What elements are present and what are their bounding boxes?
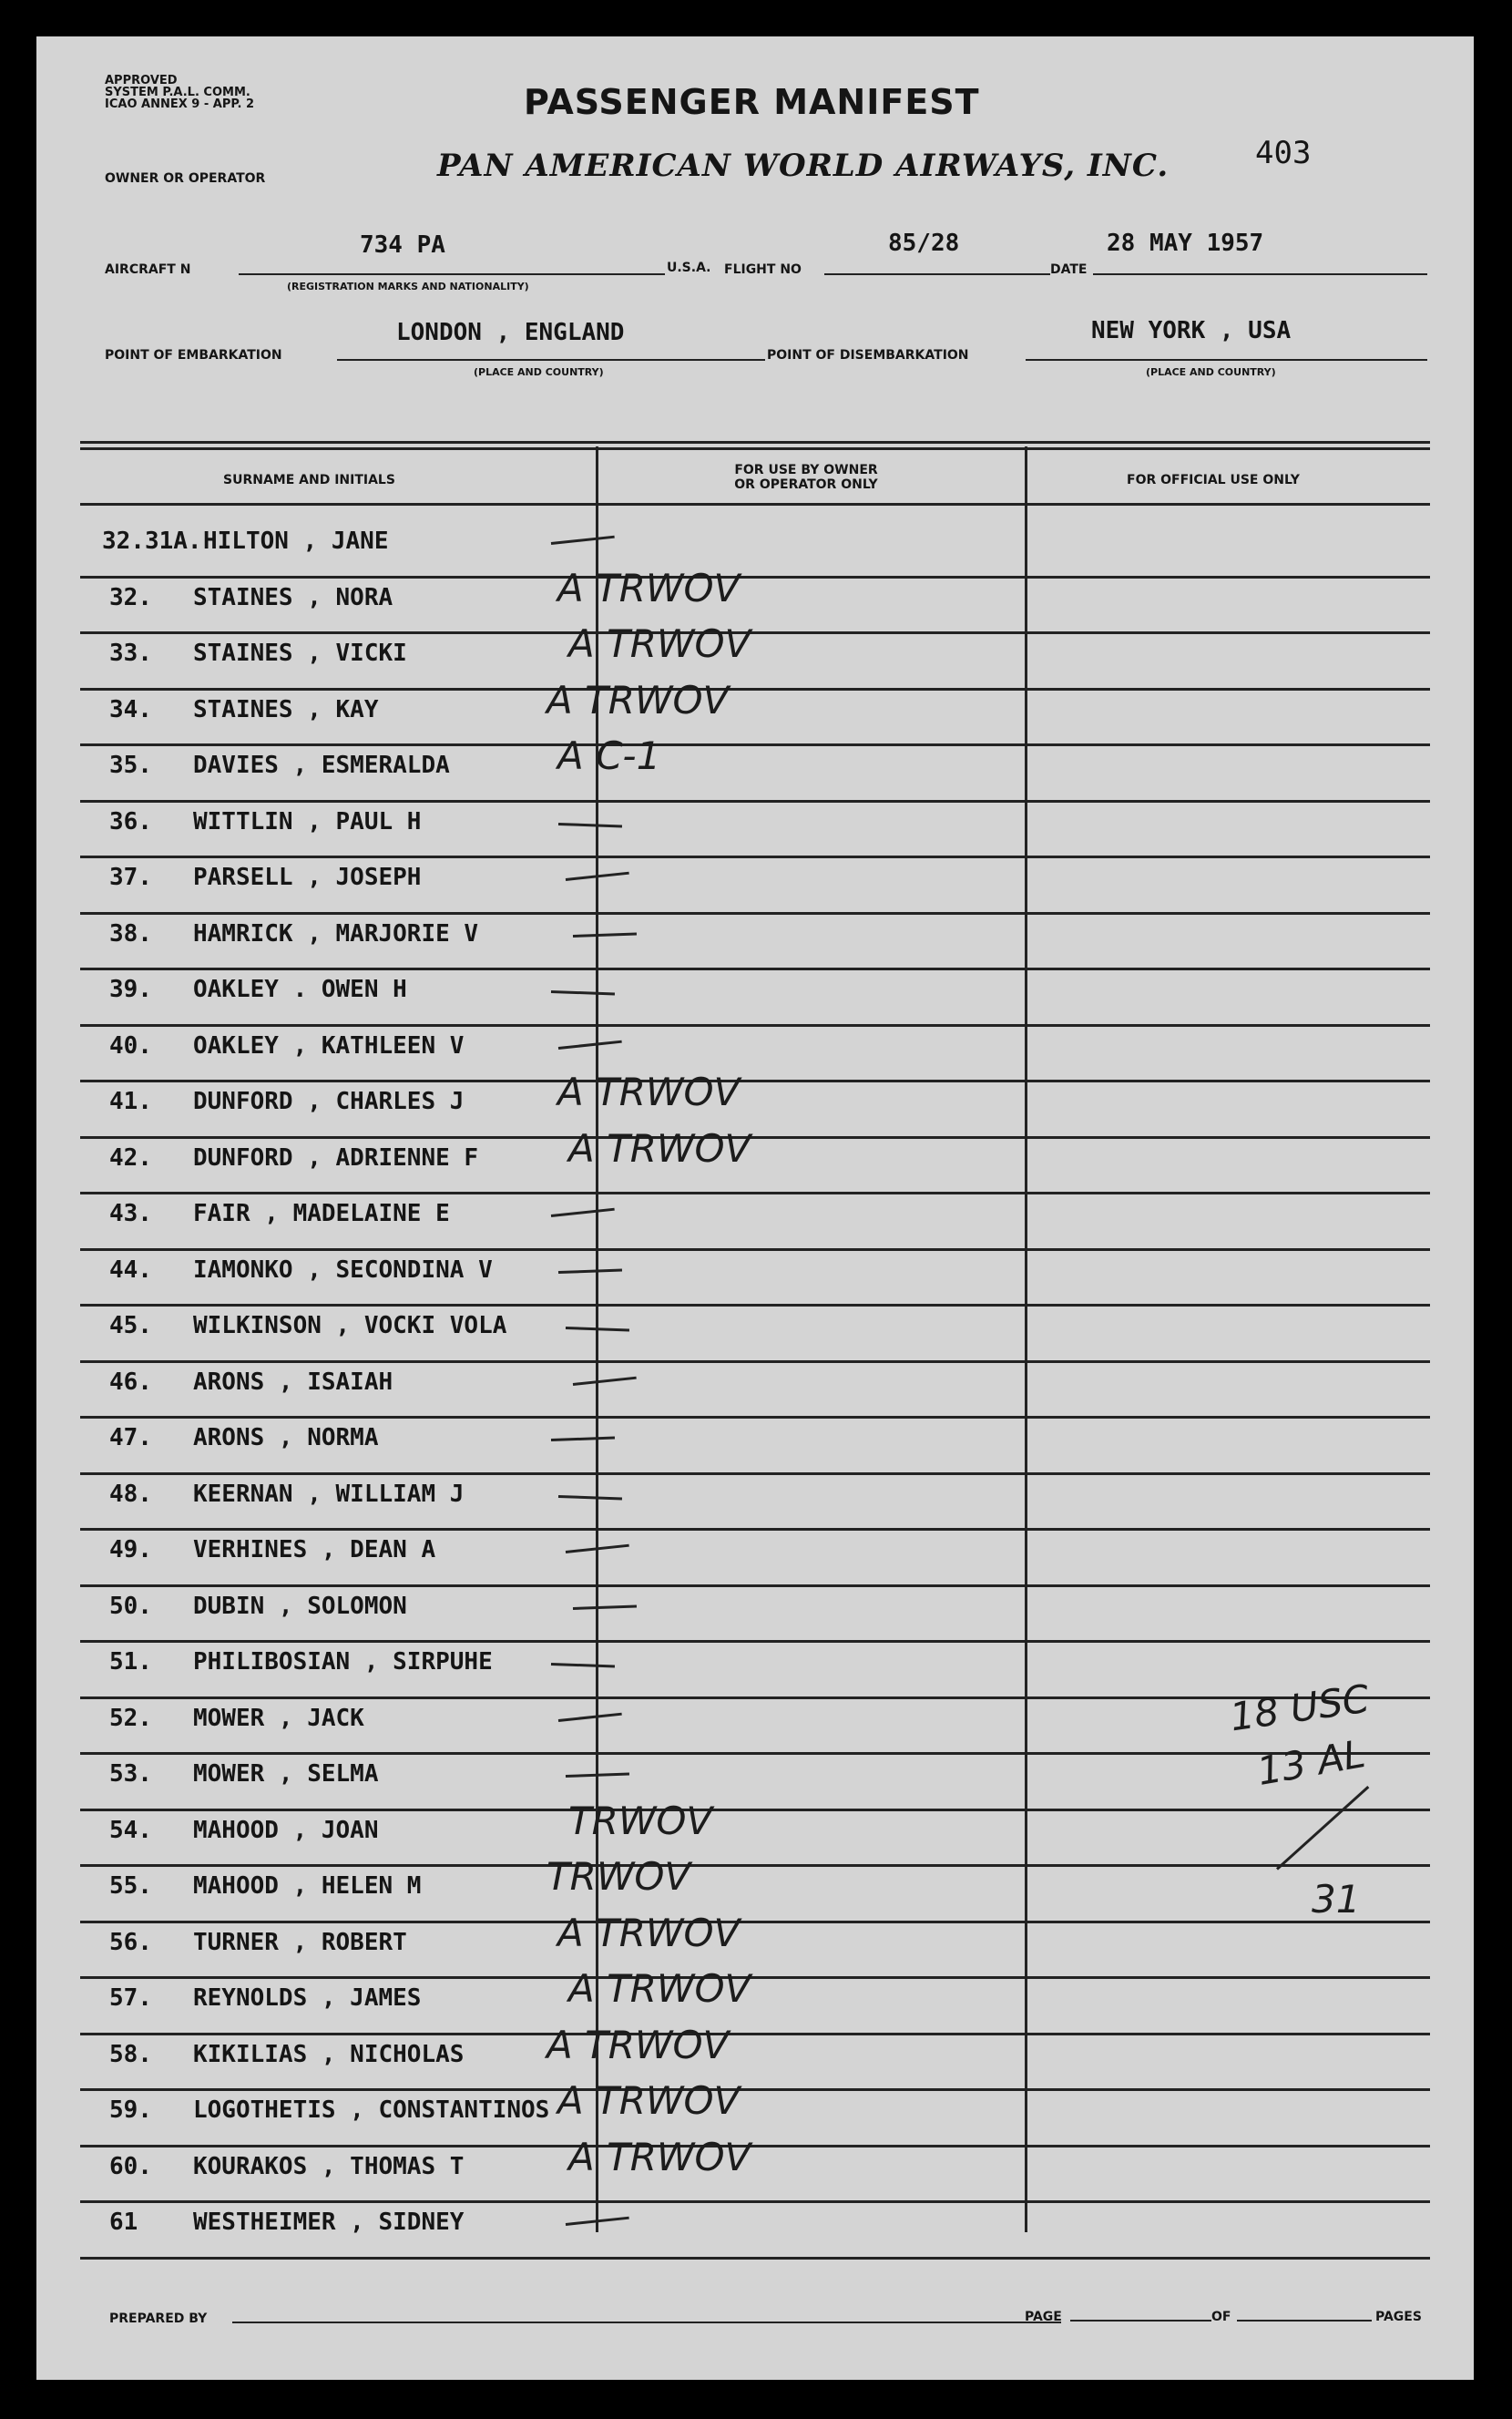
operator-note: A TRWOV: [568, 621, 751, 666]
aircraft-label: AIRCRAFT N: [105, 262, 191, 277]
operator-note: TRWOV: [568, 1798, 713, 1843]
row-rule: [80, 1304, 1430, 1307]
passenger-name: STAINES , KAY: [193, 695, 379, 723]
check-mark: [558, 1040, 622, 1049]
passenger-number: 55.: [109, 1872, 152, 1900]
passenger-number: 52.: [109, 1704, 152, 1732]
passenger-number: 46.: [109, 1368, 152, 1396]
row-rule: [80, 743, 1430, 746]
passenger-name: TURNER , ROBERT: [193, 1928, 407, 1956]
passenger-number: 37.: [109, 864, 152, 891]
check-mark: [558, 1268, 622, 1273]
row-rule: [80, 1360, 1430, 1363]
passenger-number: 39.: [109, 976, 152, 1003]
passenger-number: 44.: [109, 1256, 152, 1284]
passenger-name: ARONS , ISAIAH: [193, 1368, 393, 1396]
passenger-number: 32.31A.: [102, 528, 202, 555]
passenger-name: MAHOOD , HELEN M: [193, 1872, 422, 1900]
operator-note: A C-1: [557, 733, 661, 778]
row-rule: [80, 1809, 1430, 1811]
operator-note: A TRWOV: [557, 1070, 741, 1114]
passenger-name: STAINES , VICKI: [193, 640, 407, 667]
passenger-number: 32.: [109, 583, 152, 611]
check-mark: [573, 932, 637, 937]
date-label: DATE: [1050, 262, 1088, 277]
passenger-number: 58.: [109, 2040, 152, 2068]
row-rule: [80, 1864, 1430, 1867]
operator-name: PAN AMERICAN WORLD AIRWAYS, INC.: [437, 148, 1170, 184]
row-rule: [80, 1921, 1430, 1923]
passenger-name: MOWER , SELMA: [193, 1760, 379, 1788]
operator-note: A TRWOV: [547, 2022, 730, 2067]
column-divider-2: [1025, 446, 1027, 2232]
aircraft-sublabel: (REGISTRATION MARKS AND NATIONALITY): [287, 281, 529, 292]
official-tally-total: 31: [1312, 1877, 1361, 1922]
passenger-name: HAMRICK , MARJORIE V: [193, 919, 479, 948]
row-rule: [80, 631, 1430, 634]
flight-label: FLIGHT NO: [724, 262, 802, 277]
table-top-rule: [80, 441, 1430, 444]
row-rule: [80, 2088, 1430, 2091]
usa-label: U.S.A.: [667, 261, 711, 275]
passenger-number: 57.: [109, 1984, 152, 2012]
passenger-name: MAHOOD , JOAN: [193, 1816, 379, 1844]
passenger-number: 47.: [109, 1424, 152, 1451]
passenger-number: 50.: [109, 1592, 152, 1620]
passenger-name: PARSELL , JOSEPH: [193, 864, 422, 891]
row-rule: [80, 1416, 1430, 1419]
check-mark: [551, 536, 615, 545]
approval-line-2: SYSTEM P.A.L. COMM.: [105, 86, 250, 99]
embark-value: LONDON , ENGLAND: [396, 319, 625, 346]
passenger-name: HILTON , JANE: [203, 528, 389, 555]
row-rule: [80, 800, 1430, 803]
passenger-number: 36.: [109, 807, 152, 835]
row-rule: [80, 2033, 1430, 2035]
operator-note: A TRWOV: [557, 565, 741, 610]
passenger-number: 38.: [109, 919, 152, 948]
official-tally-al: 13 AL: [1253, 1731, 1369, 1794]
passenger-number: 48.: [109, 1480, 152, 1508]
row-rule: [80, 1752, 1430, 1755]
passenger-number: 53.: [109, 1760, 152, 1788]
passenger-name: FAIR , MADELAINE E: [193, 1200, 450, 1227]
passenger-number: 33.: [109, 640, 152, 667]
check-mark: [558, 823, 622, 827]
check-mark: [558, 1495, 622, 1500]
column-header-owner-1: FOR USE BY OWNER: [734, 463, 878, 477]
row-rule: [80, 1248, 1430, 1251]
row-rule: [80, 2145, 1430, 2147]
column-header-official: FOR OFFICIAL USE ONLY: [1127, 473, 1300, 487]
manifest-sheet: [36, 36, 1474, 2380]
passenger-number: 40.: [109, 1031, 152, 1060]
passenger-name: KIKILIAS , NICHOLAS: [193, 2040, 465, 2068]
check-mark: [551, 1208, 615, 1217]
operator-note: TRWOV: [547, 1854, 691, 1899]
operator-label: OWNER OR OPERATOR: [105, 171, 266, 186]
check-mark: [573, 1376, 637, 1385]
passenger-name: WITTLIN , PAUL H: [193, 807, 422, 835]
flight-value: 85/28: [888, 230, 960, 257]
operator-note: A TRWOV: [568, 2134, 751, 2179]
operator-note: A TRWOV: [547, 677, 730, 723]
passenger-name: DUBIN , SOLOMON: [193, 1592, 407, 1620]
date-value: 28 MAY 1957: [1107, 230, 1264, 257]
row-rule: [80, 1528, 1430, 1531]
embark-label: POINT OF EMBARKATION: [105, 348, 282, 363]
approval-line-1: APPROVED: [105, 74, 178, 87]
row-rule: [80, 1192, 1430, 1194]
passenger-number: 43.: [109, 1200, 152, 1227]
row-rule: [80, 1584, 1430, 1587]
check-mark: [551, 990, 615, 995]
row-rule: [80, 688, 1430, 691]
operator-note: A TRWOV: [568, 1125, 751, 1171]
row-rule: [80, 1976, 1430, 1979]
row-rule: [80, 576, 1430, 579]
passenger-number: 35.: [109, 752, 152, 779]
disembark-label: POINT OF DISEMBARKATION: [767, 348, 969, 363]
tally-slash: [1276, 1786, 1369, 1871]
page-stamp: 403: [1255, 135, 1312, 171]
passenger-name: LOGOTHETIS , CONSTANTINOS: [193, 2096, 550, 2124]
official-tally-usc: 18 USC: [1227, 1676, 1373, 1740]
row-rule: [80, 1080, 1430, 1082]
row-rule: [80, 1024, 1430, 1027]
passenger-number: 42.: [109, 1143, 152, 1172]
passenger-number: 51.: [109, 1648, 152, 1676]
aircraft-value: 734 PA: [360, 231, 445, 259]
passenger-name: ARONS , NORMA: [193, 1424, 379, 1451]
passenger-number: 56.: [109, 1928, 152, 1956]
passenger-name: STAINES , NORA: [193, 583, 393, 611]
embark-sublabel: (PLACE AND COUNTRY): [474, 366, 604, 378]
row-rule: [80, 2200, 1430, 2203]
column-header-owner-2: OR OPERATOR ONLY: [734, 477, 878, 492]
passenger-number: 45.: [109, 1312, 152, 1339]
row-rule: [80, 1640, 1430, 1643]
row-rule: [80, 1136, 1430, 1139]
check-mark: [558, 1712, 622, 1721]
passenger-name: WILKINSON , VOCKI VOLA: [193, 1312, 507, 1339]
passenger-name: DUNFORD , ADRIENNE F: [193, 1143, 479, 1172]
passenger-name: VERHINES , DEAN A: [193, 1536, 436, 1563]
page-title: PASSENGER MANIFEST: [524, 82, 980, 122]
passenger-number: 41.: [109, 1088, 152, 1115]
passenger-name: OAKLEY , KATHLEEN V: [193, 1031, 465, 1060]
column-header-name: SURNAME AND INITIALS: [223, 473, 395, 487]
of-label: OF: [1211, 2310, 1231, 2324]
page-label: PAGE: [1025, 2310, 1062, 2324]
prepared-by-label: PREPARED BY: [109, 2311, 208, 2326]
disembark-sublabel: (PLACE AND COUNTRY): [1146, 366, 1276, 378]
disembark-value: NEW YORK , USA: [1091, 317, 1292, 344]
row-rule: [80, 2257, 1430, 2260]
row-rule: [80, 1472, 1430, 1475]
passenger-name: DUNFORD , CHARLES J: [193, 1088, 465, 1115]
passenger-number: 34.: [109, 695, 152, 723]
passenger-name: DAVIES , ESMERALDA: [193, 752, 450, 779]
pages-label: PAGES: [1375, 2310, 1422, 2324]
row-rule: [80, 856, 1430, 858]
approval-line-3: ICAO ANNEX 9 - APP. 2: [105, 97, 254, 111]
passenger-number: 61: [109, 2209, 138, 2236]
passenger-name: KEERNAN , WILLIAM J: [193, 1480, 465, 1508]
passenger-number: 59.: [109, 2096, 152, 2124]
check-mark: [551, 1437, 615, 1441]
passenger-number: 60.: [109, 2152, 152, 2180]
passenger-name: MOWER , JACK: [193, 1704, 364, 1732]
operator-note: A TRWOV: [557, 1910, 741, 1955]
row-rule: [80, 968, 1430, 970]
passenger-number: 49.: [109, 1536, 152, 1563]
passenger-name: IAMONKO , SECONDINA V: [193, 1256, 493, 1284]
check-mark: [573, 1604, 637, 1609]
row-rule: [80, 912, 1430, 915]
check-mark: [551, 1663, 615, 1667]
operator-note: A TRWOV: [557, 2078, 741, 2123]
passenger-name: OAKLEY . OWEN H: [193, 976, 407, 1003]
passenger-name: KOURAKOS , THOMAS T: [193, 2152, 465, 2180]
passenger-name: PHILIBOSIAN , SIRPUHE: [193, 1648, 493, 1676]
passenger-number: 54.: [109, 1816, 152, 1844]
passenger-name: WESTHEIMER , SIDNEY: [193, 2209, 465, 2236]
passenger-name: REYNOLDS , JAMES: [193, 1984, 422, 2012]
operator-note: A TRWOV: [568, 1966, 751, 2011]
